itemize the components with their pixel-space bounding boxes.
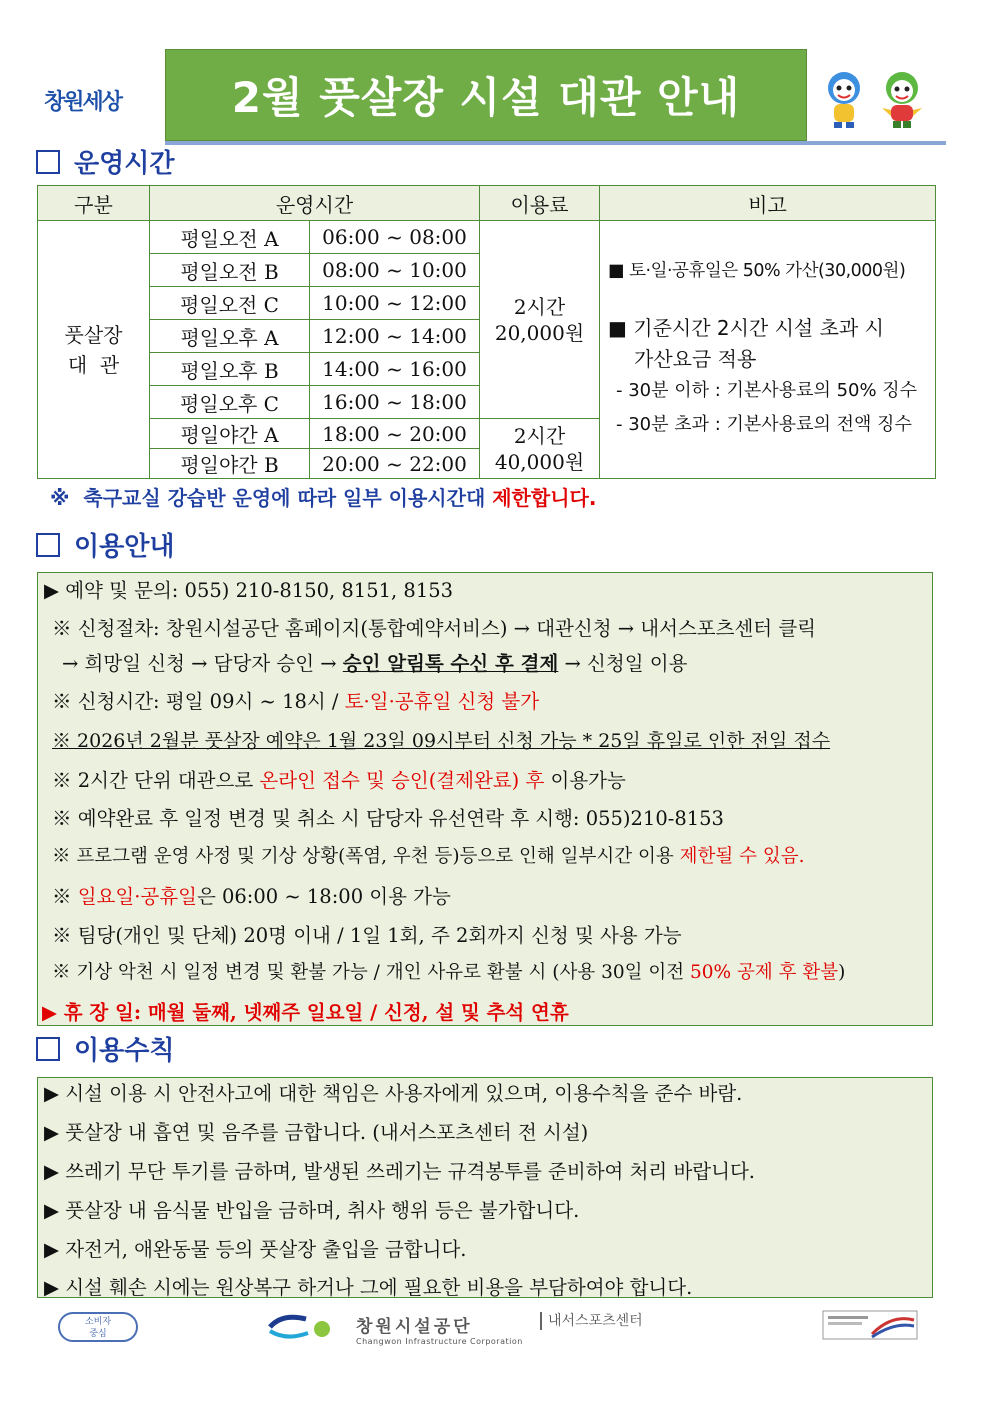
section-heading-hours	[36, 143, 174, 180]
time-cell: 08:00 ~ 10:00	[310, 254, 480, 287]
org-name: 창원시설공단	[356, 1317, 473, 1337]
slot-cell: 평일오후 C	[150, 386, 310, 419]
text: → 희망일 신청 → 담당자 승인 →	[62, 652, 343, 675]
rule-item: ▶ 시설 이용 시 안전사고에 대한 책임은 사용자에게 있으며, 이용수칙을 준수 바람.	[44, 1082, 743, 1105]
rule-item: ▶ 자전거, 애완동물 등의 풋살장 출입을 금합니다.	[44, 1238, 467, 1261]
fee-duration: 2시간	[513, 423, 566, 448]
time-cell: 16:00 ~ 18:00	[310, 386, 480, 419]
rule-item: ▶ 풋살장 내 흡연 및 음주를 금합니다. (내서스포츠센터 전 시설)	[44, 1121, 589, 1144]
notice-text: ※ 축구교실 강습반 운영에 따라 일부 이용시간대	[50, 486, 493, 510]
sunday-hours-line	[52, 881, 451, 909]
page-title: 2월 풋살장 시설 대관 안내	[165, 49, 807, 141]
rules-panel	[37, 1077, 933, 1298]
remark-weekend: ■ 토·일·공휴일은 50% 가산(30,000원)	[608, 261, 906, 281]
apply-time-line	[52, 686, 539, 714]
table-header-row	[38, 186, 936, 221]
category-line: 풋살장	[64, 322, 123, 347]
may-be-limited: 제한될 수 있음.	[679, 846, 805, 867]
weather-limit-line	[52, 842, 805, 868]
section-heading-rules	[36, 1030, 174, 1067]
closed-days-line: ▶ 휴 장 일: 매월 둘째, 넷째주 일요일 / 신정, 설 및 추석 연휴	[42, 1001, 569, 1024]
time-cell: 20:00 ~ 22:00	[310, 449, 480, 479]
remarks-cell	[600, 221, 936, 479]
slot-cell: 평일오후 B	[150, 353, 310, 386]
slot-cell: 평일야간 B	[150, 449, 310, 479]
mascot-green-icon	[876, 68, 928, 130]
corporation-name-block	[356, 1312, 523, 1346]
contact-line: ▶ 예약 및 문의: 055) 210-8150, 8151, 8153	[44, 579, 454, 602]
operating-hours-table	[37, 185, 936, 479]
table-header: 이용료	[480, 186, 600, 221]
online-approval: 온라인 접수 및 승인(결제완료) 후	[259, 769, 545, 792]
slot-cell: 평일오전 C	[150, 287, 310, 320]
badge-text: 중심	[89, 1329, 107, 1339]
checkbox-square-icon	[36, 533, 60, 557]
fee-cell-day	[480, 221, 600, 419]
slot-cell: 평일오전 A	[150, 221, 310, 254]
notice-red-text: 제한합니다.	[492, 486, 597, 510]
table-header: 비고	[600, 186, 936, 221]
usage-info-panel	[37, 572, 933, 1026]
unit-rental-line	[52, 765, 626, 793]
text: ※	[52, 885, 78, 908]
certification-emblem-icon	[822, 1310, 918, 1340]
text: )	[838, 962, 846, 983]
fee-duration: 2시간	[513, 294, 566, 319]
change-cancel-line: ※ 예약완료 후 일정 변경 및 취소 시 담당자 유선연락 후 시행: 055)210-8153	[52, 807, 724, 830]
text: ※ 2시간 단위 대관으로	[52, 769, 260, 792]
table-row	[38, 221, 936, 254]
slot-cell: 평일오후 A	[150, 320, 310, 353]
section-title: 이용안내	[74, 532, 175, 562]
changwon-world-logo	[44, 70, 149, 130]
fee-amount: 20,000원	[494, 320, 585, 345]
section-title: 운영시간	[74, 149, 175, 179]
corporation-logo-icon	[262, 1311, 342, 1341]
mascot-blue-icon	[818, 68, 870, 130]
time-cell: 12:00 ~ 14:00	[310, 320, 480, 353]
slot-cell: 평일오전 B	[150, 254, 310, 287]
team-limit-line: ※ 팀당(개인 및 단체) 20명 이내 / 1일 1회, 주 2회까지 신청 및 사용 가능	[52, 924, 682, 947]
title-underline	[165, 141, 946, 145]
badge-text: 소비자	[84, 1317, 112, 1327]
fee-amount: 40,000원	[494, 449, 585, 474]
section-title: 이용수칙	[74, 1036, 175, 1066]
time-cell: 18:00 ~ 20:00	[310, 419, 480, 449]
category-line: 대 관	[67, 352, 120, 377]
fee-cell-night	[480, 419, 600, 479]
consumer-centered-badge	[58, 1312, 138, 1342]
time-cell: 06:00 ~ 08:00	[310, 221, 480, 254]
table-header: 구분	[38, 186, 150, 221]
procedure-line: ※ 신청절차: 창원시설공단 홈페이지(통합예약서비스) → 대관신청 → 내서스포츠센터 클릭	[52, 617, 817, 640]
org-english-name: Changwon Infrastructure Corporation	[356, 1337, 523, 1346]
text: ※ 기상 악천 시 일정 변경 및 환불 가능 / 개인 사유로 환불 시 (사용 30일 이전	[52, 962, 690, 983]
logo-text: 창원세상	[44, 89, 122, 115]
text: 이용가능	[544, 769, 626, 792]
february-booking-line: ※ 2026년 2월분 풋살장 예약은 1월 23일 09시부터 신청 가능 * 25일 휴일로 인한 전일 접수	[52, 730, 831, 752]
slot-cell: 평일야간 A	[150, 419, 310, 449]
text: → 신청일 이용	[558, 652, 688, 675]
weekend-unavailable: 토·일·공휴일 신청 불가	[344, 690, 540, 713]
procedure-line-cont	[62, 648, 687, 676]
table-header: 운영시간	[150, 186, 480, 221]
text: ※ 프로그램 운영 사정 및 기상 상황(폭염, 우천 등)등으로 인해 일부시간 이용	[52, 846, 680, 867]
text: ※ 신청시간: 평일 09시 ~ 18시 /	[52, 690, 345, 713]
remark-over-30: - 30분 초과 : 기본사용료의 전액 징수	[616, 414, 912, 435]
text: 은 06:00 ~ 18:00 이용 가능	[196, 885, 451, 908]
sunday-holiday: 일요일·공휴일	[77, 885, 197, 908]
remark-under-30: - 30분 이하 : 기본사용료의 50% 징수	[616, 380, 918, 401]
center-name: 내서스포츠센터	[540, 1312, 643, 1330]
checkbox-square-icon	[36, 1037, 60, 1061]
rule-item: ▶ 쓰레기 무단 투기를 금하며, 발생된 쓰레기는 규격봉투를 준비하여 처리 바랍니다.	[44, 1160, 755, 1183]
restriction-notice	[50, 482, 596, 511]
remark-overtime-cont: 가산요금 적용	[634, 347, 757, 371]
category-cell	[38, 221, 150, 479]
rule-item: ▶ 시설 훼손 시에는 원상복구 하거나 그에 필요한 비용을 부담하여야 합니다.	[44, 1276, 693, 1299]
remark-overtime: ■ 기준시간 2시간 시설 초과 시	[608, 316, 884, 340]
rule-item: ▶ 풋살장 내 음식물 반입을 금하며, 취사 행위 등은 불가합니다.	[44, 1199, 580, 1222]
section-heading-usage	[36, 526, 174, 563]
payment-after-approval: 승인 알림톡 수신 후 결제	[342, 652, 559, 675]
time-cell: 14:00 ~ 16:00	[310, 353, 480, 386]
checkbox-square-icon	[36, 150, 60, 174]
refund-deduction: 50% 공제 후 환불	[689, 962, 839, 983]
refund-line	[52, 958, 845, 984]
time-cell: 10:00 ~ 12:00	[310, 287, 480, 320]
